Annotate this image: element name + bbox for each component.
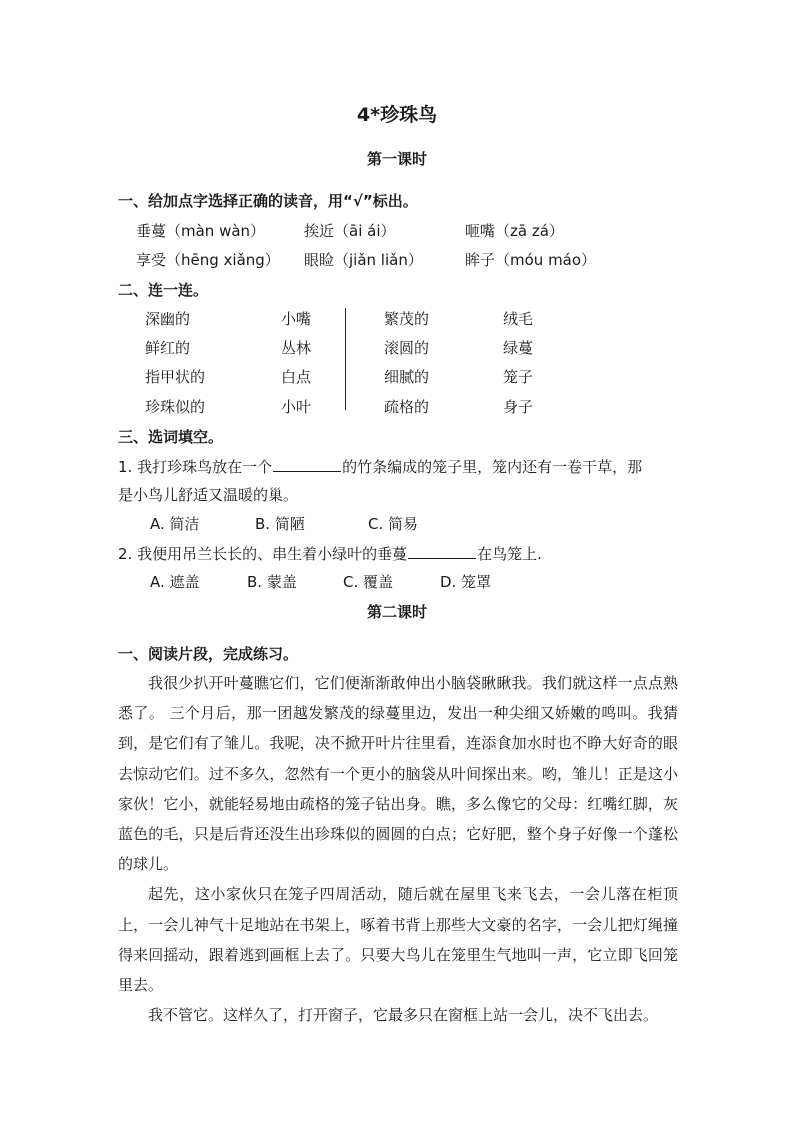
fill-blank[interactable]	[408, 542, 476, 559]
reading-passage	[118, 668, 678, 1030]
q3-sentence-1-cont: 是小鸟儿舒适又温暖的巢。	[118, 486, 299, 504]
lesson-two-heading: 第二课时	[366, 603, 427, 621]
q3-sentence-1	[118, 455, 642, 477]
match-left-item[interactable]: 鲜红的	[145, 339, 191, 357]
page-title: 4*珍珠鸟	[356, 104, 438, 126]
match-left-item[interactable]: 滚圆的	[384, 339, 430, 357]
reading-heading: 一、阅读片段，完成练习。	[118, 645, 299, 663]
option-choice[interactable]: D. 笼罩	[440, 573, 492, 591]
match-right-item[interactable]: 身子	[503, 398, 534, 416]
q1-item: 挨近（āi ái）	[304, 222, 396, 240]
fill-blank[interactable]	[273, 455, 341, 472]
passage-paragraph: 起先，这小家伙只在笼子四周活动，随后就在屋里飞来飞去，一会儿落在柜顶上，一会儿神气十足地站在书架上，啄着书背上那些大文豪的名字，一会儿把灯绳撞得来回摇动，跟着逃到画框上去了。只要大鸟儿在笼里生气地叫一声，它立即飞回笼里去。	[118, 885, 678, 995]
option-choice[interactable]: B. 简陋	[255, 515, 305, 533]
q1-heading: 一、给加点字选择正确的读音，用“√”标出。	[118, 192, 418, 210]
match-left-item[interactable]: 珍珠似的	[145, 398, 206, 416]
q1-item: 眸子（móu máo）	[465, 251, 597, 269]
match-right-item[interactable]: 小叶	[281, 398, 312, 416]
match-right-item[interactable]: 绒毛	[503, 310, 534, 328]
sentence-text: 2. 我便用吊兰长长的、串生着小绿叶的垂蔓	[118, 545, 408, 563]
match-left-item[interactable]: 繁茂的	[384, 310, 430, 328]
match-right-item[interactable]: 小嘴	[281, 310, 312, 328]
sentence-text: 的竹条编成的笼子里，笼内还有一卷干草，那	[342, 458, 643, 476]
q1-item: 眼睑（jiǎn liǎn）	[304, 251, 423, 269]
option-choice[interactable]: A. 简洁	[150, 515, 200, 533]
sentence-text: 1. 我打珍珠鸟放在一个	[118, 458, 273, 476]
sentence-text: 在鸟笼上.	[477, 545, 542, 563]
match-right-item[interactable]: 丛林	[281, 339, 312, 357]
column-divider	[345, 308, 346, 410]
q3-heading: 三、选词填空。	[118, 428, 224, 446]
q2-heading: 二、连一连。	[118, 281, 209, 299]
option-choice[interactable]: C. 简易	[368, 515, 419, 533]
q1-item: 享受（hēng xiǎng）	[136, 251, 280, 269]
passage-paragraph: 我很少扒开叶蔓瞧它们，它们便渐渐敢伸出小脑袋瞅瞅我。我们就这样一点点熟悉了。 三个月后，那一团越发繁茂的绿蔓里边，发出一种尖细又娇嫩的鸣叫。我猜到，是它们有了雏儿。我呢，决不掀开叶片往里看，连添食加水时也不睁大好奇的眼去惊动它们。过不多久，忽然有一个更小的脑袋从叶间探出来。哟，雏儿！正是这小家伙！它小，就能轻易地由疏格的笼子钻出身。瞧，多么像它的父母：红嘴红脚，灰蓝色的毛，只是后背还没生出珍珠似的圆圆的白点；它好肥，整个身子好像一个蓬松的球儿。	[118, 674, 678, 874]
match-right-item[interactable]: 笼子	[503, 368, 534, 386]
q1-item: 咂嘴（zā zá）	[465, 222, 564, 240]
match-left-item[interactable]: 指甲状的	[145, 368, 206, 386]
match-left-item[interactable]: 疏格的	[384, 398, 430, 416]
q3-sentence-2	[118, 542, 542, 564]
match-right-item[interactable]: 白点	[281, 368, 312, 386]
match-left-item[interactable]: 细腻的	[384, 368, 430, 386]
match-right-item[interactable]: 绿蔓	[503, 339, 534, 357]
match-left-item[interactable]: 深幽的	[145, 310, 191, 328]
option-choice[interactable]: C. 覆盖	[343, 573, 394, 591]
option-choice[interactable]: A. 遮盖	[150, 573, 200, 591]
option-choice[interactable]: B. 蒙盖	[247, 573, 297, 591]
q1-item: 垂蔓（màn wàn）	[136, 222, 266, 240]
lesson-one-heading: 第一课时	[366, 150, 427, 168]
passage-paragraph: 我不管它。这样久了，打开窗子，它最多只在窗框上站一会儿，决不飞出去。	[148, 1006, 659, 1025]
